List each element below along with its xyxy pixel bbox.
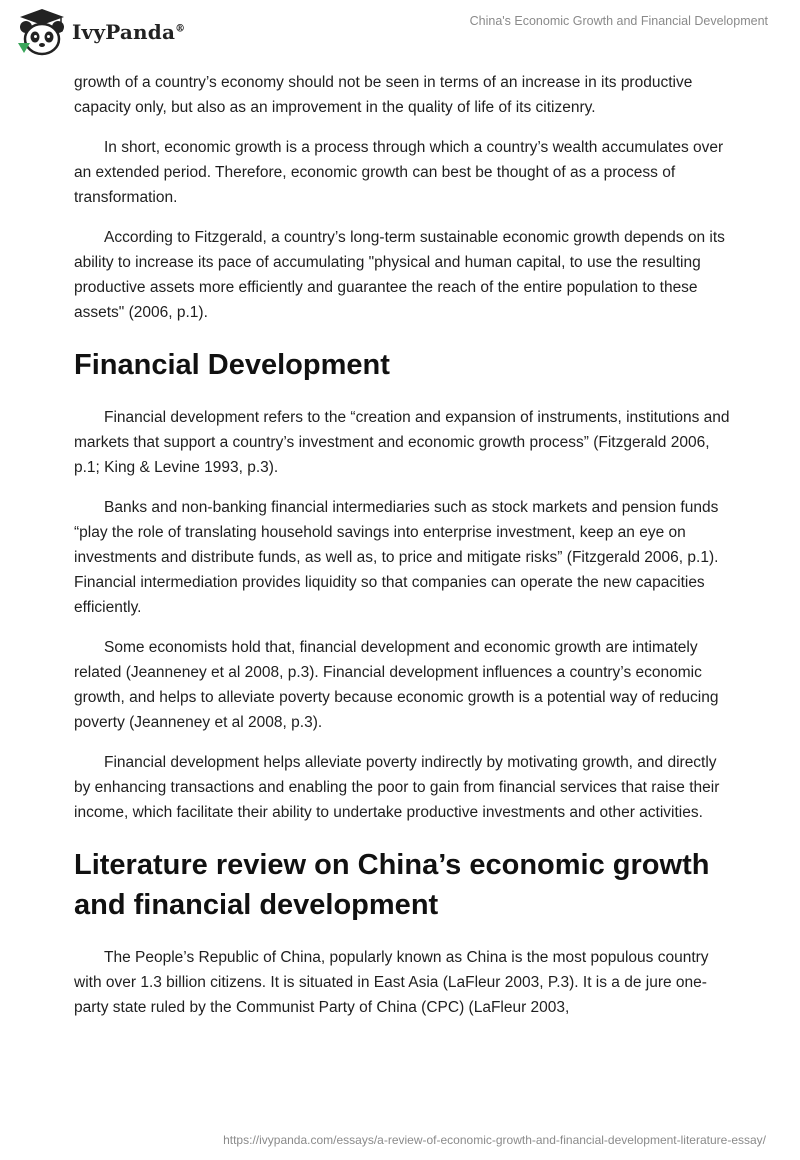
paragraph: The People’s Republic of China, popularly known as China is the most populous country with over 1.3 billion citizens. It is situated in East Asia (LaFleur 2003, P.3). It is a de jure one-party state ruled by the Communist Party of China (CPC) (LaFleur 2003,: [74, 949, 709, 1016]
paragraph: Some economists hold that, financial development and economic growth are intimately related (Jeanneney et al 2008, p.3). Financial development influences a country’s economic growth, and helps to alleviate poverty because economic growth is a potential way of reducing poverty (Jeanneney et al 2008, p.3).: [74, 639, 719, 731]
document-title: China's Economic Growth and Financial Development: [469, 14, 768, 28]
ivypanda-logo[interactable]: [14, 6, 185, 58]
logo-wordmark: IvyPanda®: [72, 20, 186, 44]
paragraph: Financial development helps alleviate poverty indirectly by motivating growth, and directly by enhancing transactions and enabling the poor to gain from financial services that raise their income, which facilitate their ability to undertake productive investments and other activities.: [74, 754, 720, 821]
panda-graduate-logo-icon: [14, 7, 68, 57]
paragraph: In short, economic growth is a process through which a country’s wealth accumulates over an extended period. Therefore, economic growth can best be thought of as a process of transformation.: [74, 139, 724, 206]
paragraph: growth of a country’s economy should not be seen in terms of an increase in its productive capacity only, but also as an improvement in the quality of life of its citizenry.: [74, 74, 693, 116]
essay-content: [74, 70, 734, 1035]
page-header: [0, 0, 800, 64]
source-url[interactable]: https://ivypanda.com/essays/a-review-of-economic-growth-and-financial-development-literature-essay/: [223, 1133, 766, 1147]
section-heading: Literature review on China’s economic growth and financial development: [74, 849, 710, 921]
paragraph: According to Fitzgerald, a country’s long-term sustainable economic growth depends on its ability to increase its pace of accumulating "physical and human capital, to use the resulting productive assets more efficiently and guarantee the reach of the entire population to these assets" (2006, p.1).: [74, 229, 725, 321]
paragraph: Financial development refers to the “creation and expansion of instruments, institutions and markets that support a country’s investment and economic growth process” (Fitzgerald 2006, p.1; King & Levine 1993, p.3).: [74, 409, 730, 476]
section-heading: Financial Development: [74, 349, 390, 381]
paragraph: Banks and non-banking financial intermediaries such as stock markets and pension funds “play the role of translating household savings into enterprise investment, keep an eye on investments and distribute funds, as well as, to price and mitigate risks” (Fitzgerald 2006, p.1). Financial intermediation provides liquidity so that companies can operate the new capacities efficiently.: [74, 499, 719, 616]
